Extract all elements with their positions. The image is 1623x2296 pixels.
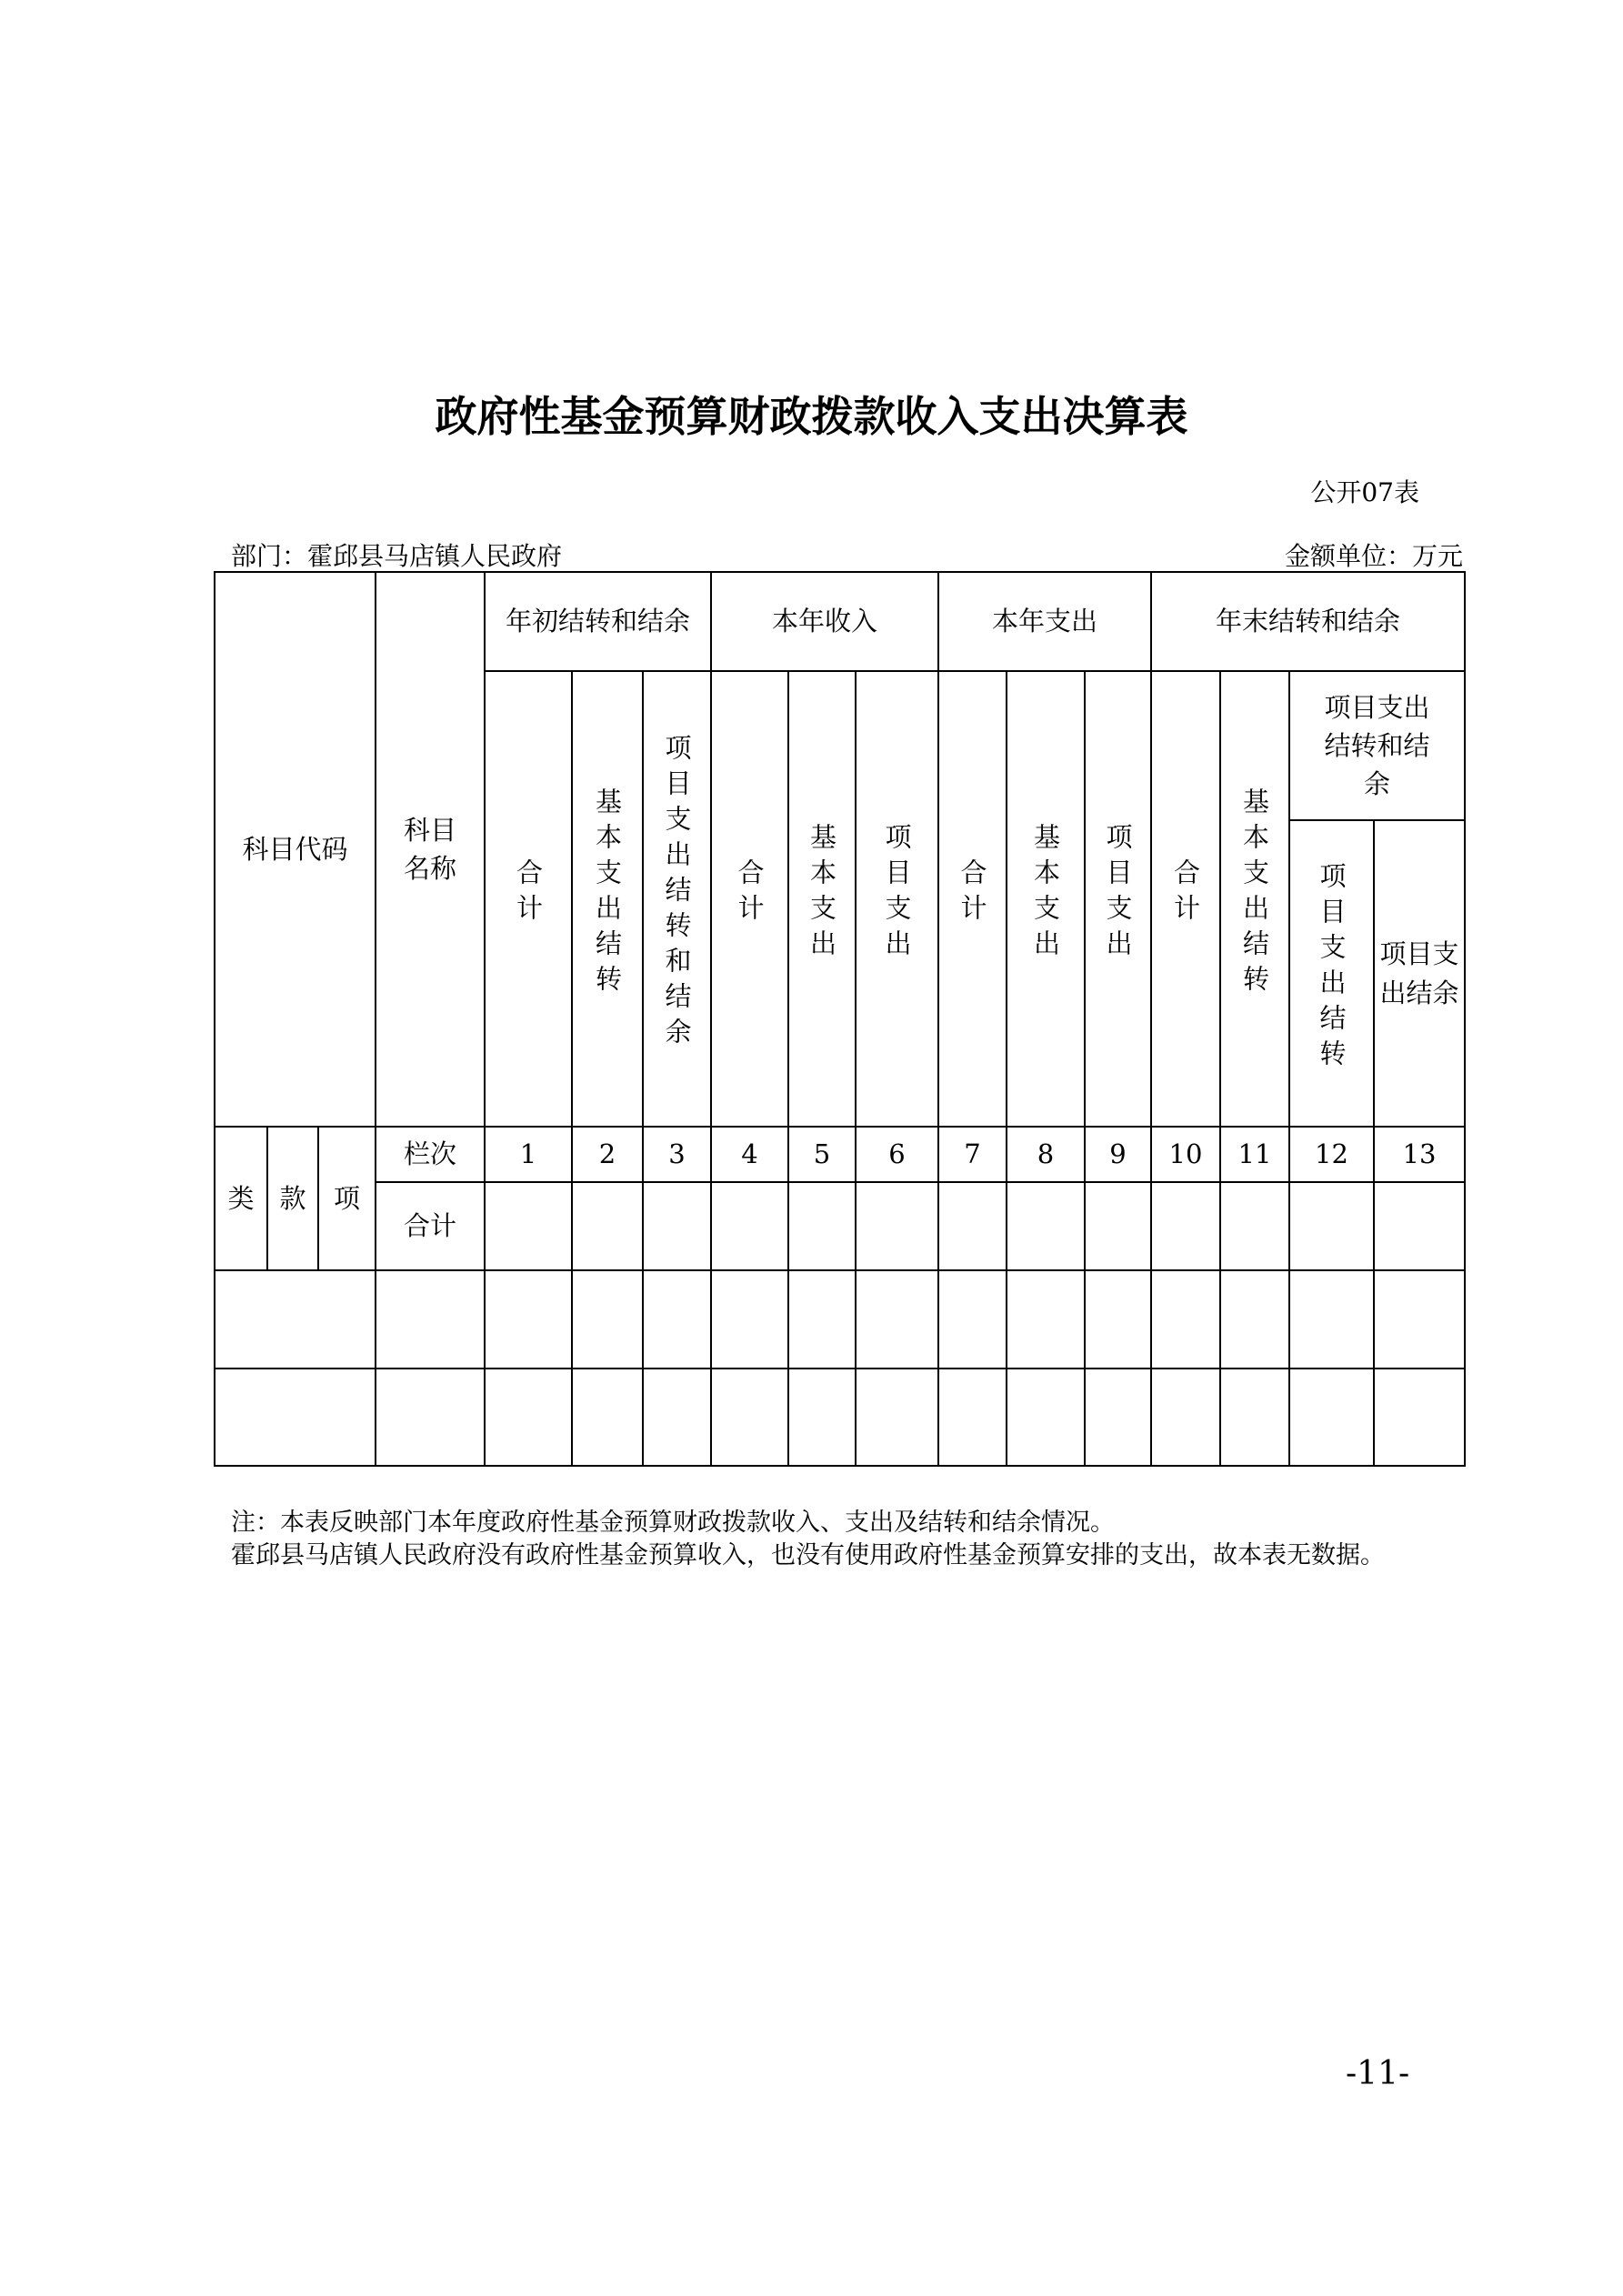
header-kuan: 款 (267, 1127, 318, 1270)
cell (643, 1369, 711, 1466)
cell (938, 1270, 1007, 1369)
cell (1007, 1270, 1085, 1369)
cell (1220, 1182, 1289, 1270)
header-col-13: 项目支出结余 (1374, 820, 1465, 1127)
cell (572, 1369, 643, 1466)
cell (572, 1270, 643, 1369)
column-number: 4 (711, 1127, 788, 1182)
department-label: 部门：霍邱县马店镇人民政府 (231, 541, 563, 571)
cell (643, 1270, 711, 1369)
column-number: 5 (788, 1127, 856, 1182)
total-label: 合计 (376, 1182, 485, 1270)
column-number: 3 (643, 1127, 711, 1182)
table-row (215, 1369, 1465, 1466)
header-subject-code: 科目代码 (215, 572, 376, 1127)
cell (1220, 1270, 1289, 1369)
note-line: 霍邱县马店镇人民政府没有政府性基金预算收入，也没有使用政府性基金预算安排的支出，故本表无数据。 (231, 1541, 1385, 1569)
column-number: 6 (856, 1127, 938, 1182)
table-number: 公开07表 (1310, 477, 1419, 507)
cell (485, 1270, 572, 1369)
header-subject-name: 科目名称 (376, 572, 485, 1127)
table-row (215, 1270, 1465, 1369)
header-lei: 类 (215, 1127, 267, 1270)
cell (376, 1270, 485, 1369)
budget-table (214, 571, 1466, 1467)
column-number: 2 (572, 1127, 643, 1182)
header-col-3: 项目支出结转和结余 (643, 671, 711, 1127)
cell (1085, 1369, 1151, 1466)
cell (1085, 1182, 1151, 1270)
header-col-1: 合计 (485, 671, 572, 1127)
header-col-12: 项目支出结转 (1289, 820, 1374, 1127)
column-number: 11 (1220, 1127, 1289, 1182)
cell (215, 1270, 376, 1369)
cell (376, 1369, 485, 1466)
cell (1220, 1369, 1289, 1466)
cell (711, 1270, 788, 1369)
cell (1289, 1369, 1374, 1466)
cell (1289, 1270, 1374, 1369)
cell (1374, 1270, 1465, 1369)
header-col-10: 合计 (1151, 671, 1220, 1127)
cell (1374, 1369, 1465, 1466)
cell (1289, 1182, 1374, 1270)
cell (711, 1369, 788, 1466)
note-line: 注：本表反映部门本年度政府性基金预算财政拨款收入、支出及结转和结余情况。 (231, 1509, 1115, 1537)
header-col-7: 合计 (938, 671, 1007, 1127)
header-col-8: 基本支出 (1007, 671, 1085, 1127)
amount-unit-label: 金额单位：万元 (1284, 541, 1463, 571)
cell (643, 1182, 711, 1270)
cell (1151, 1369, 1220, 1466)
cell (1151, 1182, 1220, 1270)
header-col-5: 基本支出 (788, 671, 856, 1127)
cell (485, 1369, 572, 1466)
header-xiang: 项 (318, 1127, 376, 1270)
header-col-6: 项目支出 (856, 671, 938, 1127)
column-number: 7 (938, 1127, 1007, 1182)
cell (711, 1182, 788, 1270)
cell (788, 1182, 856, 1270)
cell (572, 1182, 643, 1270)
cell (788, 1369, 856, 1466)
cell (215, 1369, 376, 1466)
column-number: 10 (1151, 1127, 1220, 1182)
cell (938, 1182, 1007, 1270)
cell (1085, 1270, 1151, 1369)
header-col-2: 基本支出结转 (572, 671, 643, 1127)
header-project-balance: 项目支出结转和结余 (1289, 671, 1465, 820)
cell (856, 1270, 938, 1369)
total-row (215, 1182, 1465, 1270)
cell (856, 1182, 938, 1270)
cell (1007, 1182, 1085, 1270)
page-title: 政府性基金预算财政拨款收入支出决算表 (435, 392, 1188, 441)
header-opening-balance: 年初结转和结余 (485, 572, 711, 671)
cell (938, 1369, 1007, 1466)
column-number: 9 (1085, 1127, 1151, 1182)
cell (1151, 1270, 1220, 1369)
column-number: 8 (1007, 1127, 1085, 1182)
header-closing-balance: 年末结转和结余 (1151, 572, 1465, 671)
header-col-11: 基本支出结转 (1220, 671, 1289, 1127)
cell (788, 1270, 856, 1369)
lanci-label: 栏次 (376, 1127, 485, 1182)
header-current-income: 本年收入 (711, 572, 938, 671)
column-number: 1 (485, 1127, 572, 1182)
page-number: -11- (1346, 2055, 1410, 2092)
cell (485, 1182, 572, 1270)
header-current-expense: 本年支出 (938, 572, 1151, 671)
header-col-9: 项目支出 (1085, 671, 1151, 1127)
cell (1007, 1369, 1085, 1466)
cell (856, 1369, 938, 1466)
header-col-4: 合计 (711, 671, 788, 1127)
cell (1374, 1182, 1465, 1270)
column-number: 13 (1374, 1127, 1465, 1182)
column-number: 12 (1289, 1127, 1374, 1182)
